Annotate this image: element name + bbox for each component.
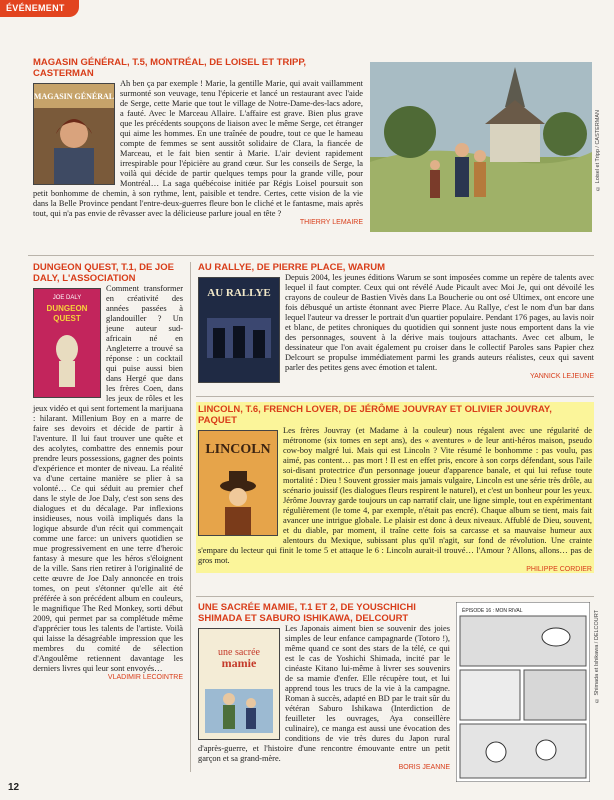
article-title: AU RALLYE, DE PIERRE PLACE, WARUM	[198, 262, 386, 273]
article-author: YANNICK LEJEUNE	[529, 373, 594, 380]
article-lincoln	[196, 402, 594, 573]
article-body: Depuis 2004, les jeunes éditions Warum se sont imposées comme un repère de talents avec lequel il faut compter. Ceux qui ont révélé Aude Picault avec Moi Je, qui ont dévoilé les crayons de couleur de Bastien Vivès dans La Boucherie ou ont osé Ultimex, ont encore une fois débusqué un artiste étonnant avec Pierre Place. Au Rallye, c'est le nom d'un bar dans lequel l'auteur va dresser le portrait d'un quartier populaire. Pendant 176 pages, au lavis noir et blanc, de petites chroniques du quotidien qui sonnent juste nous emportent dans la vie des personnages, souvent à la dérive mais toujours attachants. Avec cet album, le dessinateur que l'on avait également pu croiser dans le collectif Paroles sans Papier chez Delcourt se propulse immédiatement parmi les grands auteurs réalistes, ceux qui savent parler des petites gens avec émotion et talent.	[285, 273, 594, 372]
illustration-village	[370, 62, 592, 232]
svg-text:JOE DALY: JOE DALY	[52, 295, 82, 301]
article-author: THIERRY LEMAIRE	[299, 219, 363, 226]
svg-text:AU RALLYE: AU RALLYE	[207, 287, 271, 299]
svg-text:mamie: mamie	[221, 656, 257, 670]
article-au-rallye	[198, 262, 594, 385]
manga-caption: ÉPISODE 16 : MON RIVAL	[462, 608, 523, 614]
cover-au-rallye	[198, 277, 280, 383]
svg-text:DUNGEON: DUNGEON	[46, 304, 88, 313]
divider	[190, 262, 191, 772]
article-body: Comment transformer en créativité des années passées à glandouiller ? Un jeune auteur sud-africain né en Angleterre a trouvé sa réponse : un cocktail qui puise aussi bien dans Hergé que dans les frères Coen, dans les jeux de rôles et les jeux vidéo et qui sent fortement la marijuana : hilarant. Millenium Boy en a marre de faire ses devoirs et décide de partir à l'aventure. Il lui faut trouver une quête et des acolytes, combattre des ennemis pour prendre leurs possessions, gagner des points d'expérience et monter de niveau. La réalité va d'une certaine manière se plier à sa volonté… Ce qui séduit au premier chef dans le style de Joe Daly, c'est son sens des dialogues et du décalage. Par inflexions insidieuses, nous voilà impliqués dans la logique absurde d'un récit qui commençait comme une farce: un univers quotidien se mue progressivement en une terre d'heroic fantasy à mesure que les héros s'éloignent de la ville. Sans rien retirer à l'originalité de cette œuvre de Joe Daly annoncée en trois tomes, on peut s'étonner qu'elle ait été préférée à son précédent album en couleurs, le magnifique The Red Monkey, sorti début 2009, qui permet par sa complétude même d'apprécier tous les talents de l'artiste. Voilà qui laisse la désagréable impression que les membres du comité de sélection d'Angoulême retiennent davantage les derniers livres qui leur sont envoyés…	[33, 284, 184, 673]
article-body: Ah ben ça par exemple ! Marie, la gentille Marie, qui avait vaillamment surmonté son veuvage, tenu l'épicerie et lancé un restaurant avec l'aide de Serge, cette Marie que tout le village de Notre-Dame-des-lacs adore, a fauté. Avec le Marceau Allaire. L'affaire est grave. Bien plus grave que les précédents soupçons de liaison avec le même Serge, cet étranger qui aime les hommes. En une traînée de poudre, tout ce que le hameau compte de femmes se sent aussitôt solidaire de Clara, la fiancée de Marceau, et le fait bien sentir à Marie. L'air devient rapidement irrespirable pour l'épicière au grand cœur. Sur les conseils de Serge, la voilà qui décide de partir quelques temps pour la grande ville, pour Montréal… La saga québécoise initiée par Régis Loisel poursuit son petit bonhomme de chemin, à son rythme, lent, paisible et tendre. Certes, cette vision de la vie dans la Belle Province pendant l'entre-deux-guerres fleure bon le cliché et le fantasme, mais après tout, qui n'a pas envie de rêvasser avec la délicieuse parlure joual en tête ?	[33, 79, 363, 218]
article-title: DUNGEON QUEST, T.1, DE JOE DALY, L'ASSOCIATION	[33, 262, 174, 284]
divider	[196, 596, 594, 597]
cover-dungeon-quest	[33, 288, 101, 398]
article-body: Les Japonais aiment bien se souvenir des joies simples de leur enfance campagnarde (Totoro !), même quand ce sont des stars de la télé, ce qui est le cas de Yoshichi Shimada, incité par le cinéaste Kitano lui-même à livrer ses souvenirs de sa mamie d'enfer. Elle récupère tout, et lui apprend tous les trucs de la vie à la campagne. Roman à succès, adapté en BD par le trait sûr du vétéran Saburo Ishikawa (Interdiction de feuilleter les ouvrages, Aya conseillère culinaire), ce manga est aussi une évocation des conditions de vie très dures du Japon rural d'après-guerre, et l'histoire d'une rencontre émouvante entre un petit garçon et sa grand-mère.	[198, 624, 450, 763]
article-title: MAGASIN GÉNÉRAL, T.5, MONTRÉAL, DE LOISEL ET TRIPP, CASTERMAN	[33, 57, 307, 79]
divider	[28, 255, 594, 256]
cover-lincoln	[198, 430, 278, 536]
article-title: UNE SACRÉE MAMIE, T.1 ET 2, DE YOUSCHICHI SHIMADA ET SABURO ISHIKAWA, DELCOURT	[198, 602, 416, 624]
divider	[196, 396, 594, 397]
cover-une-sacree-mamie	[198, 628, 280, 740]
page-number: 12	[8, 782, 20, 793]
svg-text:MAGASIN GÉNÉRAL: MAGASIN GÉNÉRAL	[33, 92, 115, 101]
article-author: PHILIPPE CORDIER	[526, 566, 592, 573]
image-credit: © Shimada et Ishikawa / DELCOURT	[594, 610, 600, 704]
article-author: VLADIMIR LECOINTRE	[107, 674, 183, 681]
svg-text:une sacrée: une sacrée	[218, 647, 260, 658]
article-body: Les frères Jouvray (et Madame à la couleur) nous régalent avec une régularité de métronome (six tomes en sept ans), des « aventures » de leur anti-héros maison, pseudo cow-boy malgré lui. Mais qui est Lincoln ? Vite résumé le bonhomme : pas voulu, pas aimé, pas content… pas mort ! Il est en effet pris, encore à son corps défendant, sous l'aile soi-disant protectrice d'un personnage joueur d'apparence banale, et qui lui refuse toute mortalité : Dieu ! Souvent grossier mais jamais vulgaire, Lincoln est une série très drôle, au scénario jouissif (les dialogues fleurs respirent le naturel), et c'est un bonheur pour les yeux. Jérôme Jouvray garde toujours un cap narratif clair, une ligne simple, tout en expérimentant régulièrement (le tome 4, par exemple, n'était pas encré). Chaque album se tient, mais fait avancer une intrigue globale. Le plaisir est donc à deux niveaux. Affublé de Dieu, souvent, et du diable, par moment, il traîne cette fois sa carcasse et sa mauvaise humeur aux alentours du Mexique, subissant plus qu'il n'agit, sur fond de révolution. Une crainte s'empare du lecteur qui finit le tome 5 et attaque le 6 : Lincoln aurait-il trouvé… l'Amour ? Allons, allons… pas de gros mot.	[198, 426, 592, 565]
article-author: BORIS JEANNE	[398, 764, 450, 771]
manga-page-illustration	[456, 602, 590, 782]
article-magasin-general	[33, 57, 363, 226]
article-dungeon-quest	[33, 262, 183, 681]
section-tag: ÉVÉNEMENT	[0, 0, 79, 17]
image-credit: © Loisel et Tripp / CASTERMAN	[595, 110, 601, 191]
article-une-sacree-mamie	[198, 602, 450, 771]
svg-text:LINCOLN: LINCOLN	[205, 442, 271, 457]
article-title: LINCOLN, T.6, FRENCH LOVER, DE JÉRÔME JOUVRAY ET OLIVIER JOUVRAY, PAQUET	[198, 404, 552, 426]
cover-magasin-general	[33, 83, 115, 185]
svg-text:QUEST: QUEST	[53, 314, 81, 323]
